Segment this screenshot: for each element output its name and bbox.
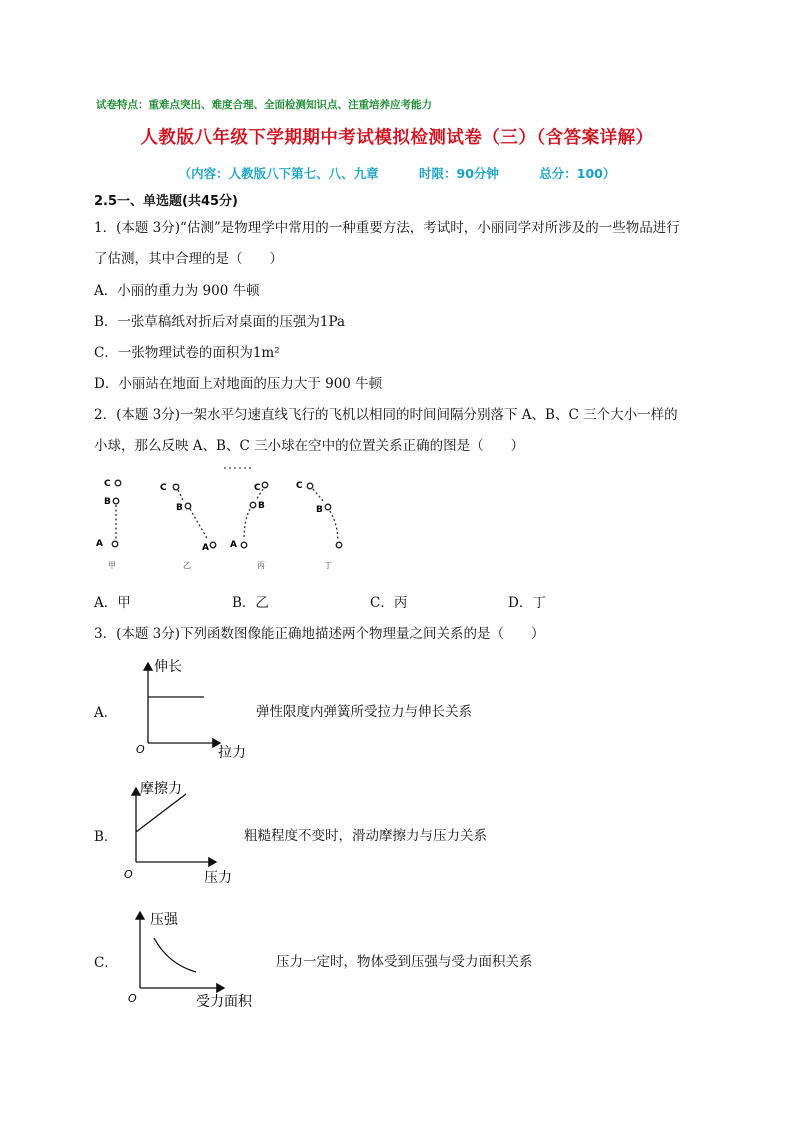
trajectory <box>244 509 250 540</box>
origin-label: O <box>128 992 137 1005</box>
q1-option-b: B．一张草稿纸对折后对桌面的压强为1Pa <box>94 314 346 330</box>
q3-graph-a <box>130 655 260 763</box>
curve <box>136 794 186 832</box>
ball-label-c: C <box>160 483 167 493</box>
x-axis-label: 拉力 <box>218 745 246 761</box>
meta-content: （内容：人教版八下第七、八、九章 <box>178 166 379 181</box>
paper-meta <box>0 164 794 182</box>
meta-time: 时限：90分钟 <box>419 166 499 181</box>
q3-option-b-label: B． <box>94 829 118 845</box>
meta-score: 总分：100） <box>539 166 616 181</box>
ball-label-c: C <box>296 481 303 491</box>
q2-option-b: B．乙 <box>232 595 269 611</box>
q3-graph-b <box>118 778 248 886</box>
q2-option-c: C．丙 <box>370 595 408 611</box>
ball <box>185 503 191 509</box>
trajectory <box>313 489 324 502</box>
ball-label-c: C <box>254 483 261 493</box>
ball <box>115 480 121 486</box>
section-title: 2.5一、单选题(共45分) <box>94 194 239 209</box>
ball-label-a: A <box>202 543 209 553</box>
x-axis-label: 压力 <box>204 870 232 886</box>
x-axis-label: 受力面积 <box>196 994 252 1010</box>
q2-option-a: A．甲 <box>94 595 131 611</box>
ball-label-b: B <box>316 505 323 515</box>
q1-stem-line2: 了估测，其中合理的是（ ） <box>94 251 283 267</box>
q2-option-d: D．丁 <box>508 595 546 611</box>
figure-ding <box>296 481 342 570</box>
paper-title: 人教版八年级下学期期中考试模拟检测试卷（三）（含答案详解） <box>140 128 654 148</box>
ball <box>307 483 313 489</box>
q1-option-a: A．小丽的重力为 900 牛顿 <box>94 283 260 299</box>
q2-stem-line2: 小球，那么反映 A、B、C 三小球在空中的位置关系正确的图是（ ） <box>94 438 525 454</box>
y-axis-label: 伸长 <box>154 659 182 675</box>
ball-label-a: A <box>96 539 103 549</box>
q3-caption-a: 弹性限度内弹簧所受拉力与伸长关系 <box>256 704 472 720</box>
figure-jia <box>96 479 121 570</box>
q2-options <box>94 591 546 611</box>
ball <box>210 542 216 548</box>
q1-stem-line1: 1．(本题 3分)“估测”是物理学中常用的一种重要方法，考试时，小丽同学对所涉及的一些物品进行 <box>94 220 680 236</box>
ball <box>325 504 331 510</box>
ball <box>250 502 256 508</box>
ball <box>113 498 119 504</box>
trajectory <box>330 511 338 540</box>
ball-label-b: B <box>258 501 265 511</box>
ball <box>112 541 118 547</box>
ball <box>336 542 342 548</box>
ball-label-b: B <box>104 497 111 507</box>
paper-features: 试卷特点：重难点突出、难度合理、全面检测知识点、注重培养应考能力 <box>96 99 432 111</box>
ball-label-a: A <box>230 540 237 550</box>
trajectory <box>190 509 208 540</box>
q2-stem-line1: 2．(本题 3分)一架水平匀速直线飞行的飞机以相同的时间间隔分别落下 A、B、C 三个大小一样的 <box>94 407 678 423</box>
origin-label: O <box>136 743 145 756</box>
figure-yi <box>160 483 216 570</box>
figure-label-ding: 丁 <box>324 561 332 570</box>
ball-label-c: C <box>104 479 111 489</box>
ball <box>262 482 268 488</box>
q1-option-c: C．一张物理试卷的面积为1m² <box>94 345 280 361</box>
trajectory <box>178 490 184 502</box>
ball <box>241 542 247 548</box>
q2-figure <box>94 460 364 580</box>
y-axis-label: 压强 <box>150 912 178 928</box>
figure-bing <box>230 482 268 570</box>
q3-option-a-label: A． <box>94 705 118 721</box>
q3-option-c-label: C． <box>94 955 118 971</box>
q3-caption-b: 粗糙程度不变时，滑动摩擦力与压力关系 <box>244 828 487 844</box>
figure-label-jia: 甲 <box>108 561 116 570</box>
origin-label: O <box>124 868 133 881</box>
ball <box>173 484 179 490</box>
q3-caption-c: 压力一定时，物体受到压强与受力面积关系 <box>276 954 533 970</box>
q3-stem: 3．(本题 3分)下列函数图像能正确地描述两个物理量之间关系的是（ ） <box>94 626 545 642</box>
y-axis-label: 摩擦力 <box>140 781 182 797</box>
q1-option-d: D．小丽站在地面上对地面的压力大于 900 牛顿 <box>94 376 383 392</box>
ball-label-b: B <box>176 503 183 513</box>
figure-label-bing: 丙 <box>257 561 265 570</box>
q3-graph-c <box>124 906 274 1014</box>
figure-label-yi: 乙 <box>183 561 191 570</box>
curve <box>154 938 196 972</box>
